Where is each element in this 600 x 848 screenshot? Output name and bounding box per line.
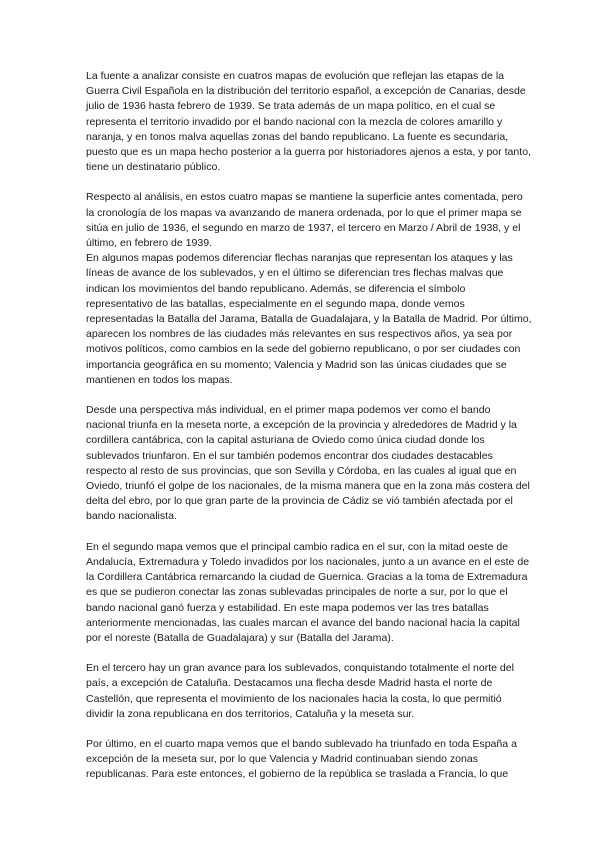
paragraph-symbols: En algunos mapas podemos diferenciar flechas naranjas que representan los ataques y las líneas de avance de los sublevados, y en el último se diferencian tres flechas malvas que indican los movimientos del bando republicano. Además, se diferencia el símbolo representativo de las batallas, especialmente en el segundo mapa, donde vemos representadas la Batalla del Jarama, Batalla de Guadalajara, y la Batalla de Madrid. Por último, aparecen los nombres de las ciudades más relevantes en sus respectivos años, ya sea por motivos políticos, como cambios en la sede del gobierno republicano, o por ser ciudades con importancia geográfica en su momento; Valencia y Madrid son las únicas ciudades que se mantienen en todos los mapas. <box>86 252 532 386</box>
paragraph-analysis-intro: Respecto al análisis, en estos cuatro mapas se mantiene la superficie antes comentada, pero la cronología de los mapas va avanzando de manera ordenada, por lo que el primer mapa se sitúa en julio de 1936, el segundo en marzo de 1937, el tercero en Marzo / Abril de 1938, y el último, en febrero de 1939. <box>86 191 523 250</box>
document-body <box>86 69 532 783</box>
paragraph-third-map: En el tercero hay un gran avance para los sublevados, conquistando totalmente el norte del país, a excepción de Cataluña. Destacamos una flecha desde Madrid hasta el norte de Castellón, que representa el movimiento de los nacionales hacia la costa, lo que permitió dividir la zona republicana en dos territorios, Cataluña y la meseta sur. <box>86 662 515 720</box>
paragraph-source-description: La fuente a analizar consiste en cuatros mapas de evolución que reflejan las etapas de la Guerra Civil Española en la distribución del territorio español, a excepción de Canarias, desde julio de 1936 hasta febrero de 1939. Se trata además de un mapa político, en el cual se representa el territorio invadido por el bando nacional con la mezcla de colores amarillo y naranja, y en tonos malva aquellas zonas del bando republicano. La fuente es secundaria, puesto que es un mapa hecho posterior a la guerra por historiadores ajenos a esta, y por tanto, tiene un destinatario público. <box>86 70 532 174</box>
paragraph-second-map: En el segundo mapa vemos que el principal cambio radica en el sur, con la mitad oeste de Andalucía, Extremadura y Toledo invadidos por los nacionales, junto a un avance en el este de la Cordillera Cantábrica remarcando la ciudad de Guernica. Gracias a la toma de Extremadura es que se pudieron conectar las zonas sublevadas principales de norte a sur, por lo que el bando nacional ganó fuerza y estabilidad. En este mapa podemos ver las tres batallas anteriormente mencionadas, las cuales marcan el avance del bando nacional hacia la capital por el noreste (Batalla de Guadalajara) y sur (Batalla del Jarama). <box>86 540 530 644</box>
paragraph-first-map: Desde una perspectiva más individual, en el primer mapa podemos ver como el bando nacional triunfa en la meseta norte, a excepción de la provincia y alrededores de Madrid y la cordillera cantábrica, con la capital asturiana de Oviedo como única ciudad donde los sublevados triunfaron. En el sur también podemos encontrar dos ciudades destacables respecto al resto de sus provincias, que son Sevilla y Córdoba, en las cuales al igual que en Oviedo, triunfó el golpe de los nacionales, de la misma manera que en la zona más costera del delta del ebro, por lo que gran parte de la provincia de Cádiz se vió también afectada por el bando nacionalista. <box>86 404 530 523</box>
paragraph-fourth-map: Por último, en el cuarto mapa vemos que el bando sublevado ha triunfado en toda España a excepción de la meseta sur, por lo que Valencia y Madrid continuaban siendo zonas republicanas. Para este entonces, el gobierno de la república se traslada a Francia, lo que <box>86 737 517 781</box>
